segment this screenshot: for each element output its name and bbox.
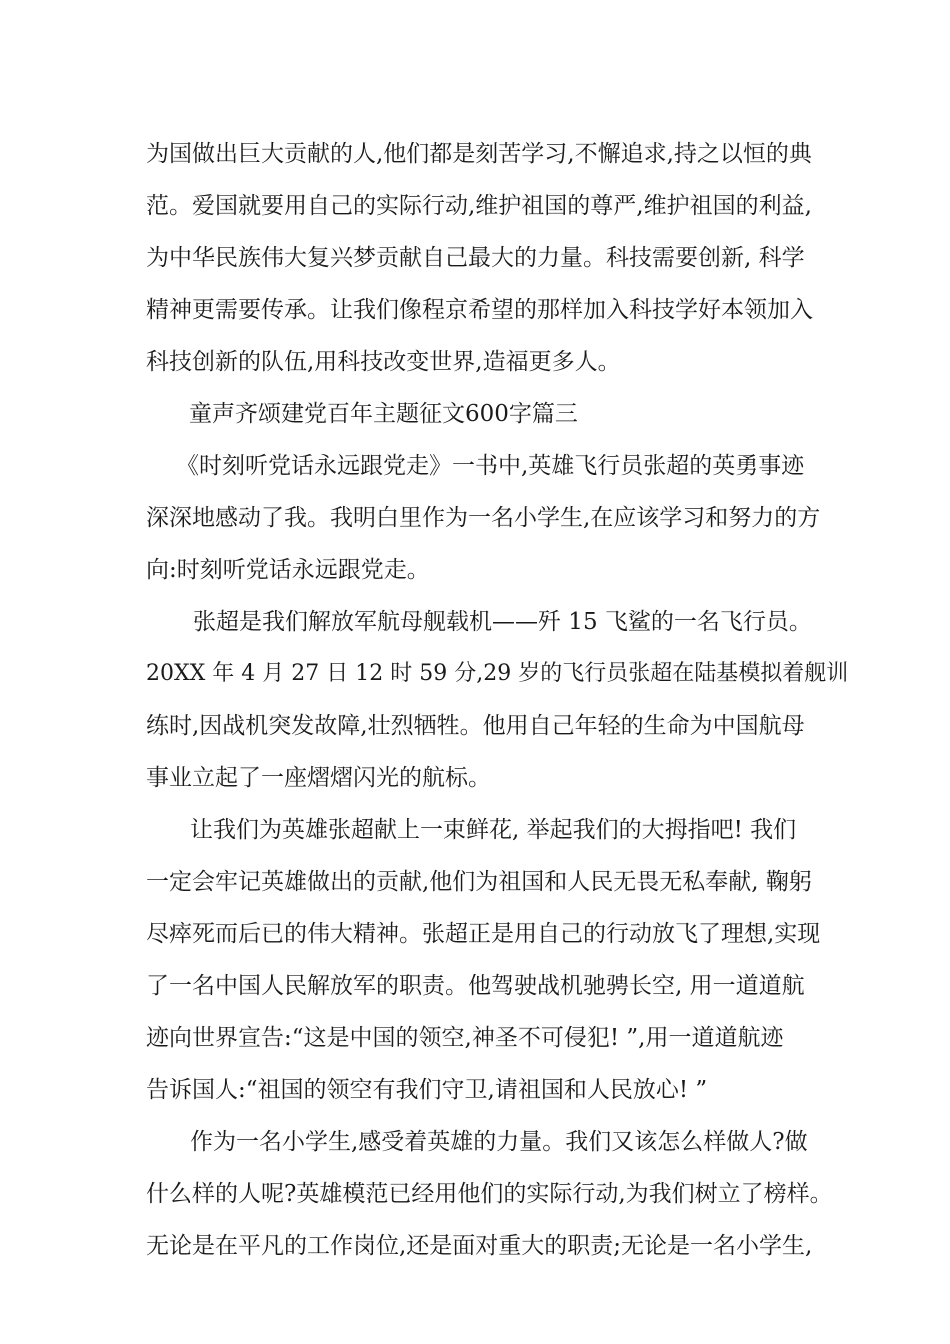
text-line-17: 了一名中国人民解放军的职责。他驾驶战机驰骋长空, 用一道道航 — [146, 973, 805, 999]
text-line-3: 为中华民族伟大复兴梦贡献自己最大的力量。科技需要创新, 科学 — [146, 245, 805, 271]
text-line-19: 告诉国人:“祖国的领空有我们守卫,请祖国和人民放心! ” — [146, 1077, 708, 1103]
text-line-22: 无论是在平凡的工作岗位,还是面对重大的职责;无论是一名小学生, — [146, 1233, 813, 1259]
text-line-5: 科技创新的队伍,用科技改变世界,造福更多人。 — [146, 349, 621, 375]
text-line-11: 20XX 年 4 月 27 日 12 时 59 分,29 岁的飞行员张超在陆基模拟着舰训 — [146, 661, 849, 686]
text-line-16: 尽瘁死而后已的伟大精神。张超正是用自己的行动放飞了理想,实现 — [146, 921, 821, 947]
text-line-9: 向:时刻听党话永远跟党走。 — [146, 557, 430, 583]
text-line-4: 精神更需要传承。让我们像程京希望的那样加入科技学好本领加入 — [146, 297, 813, 323]
text-line-10: 张超是我们解放军航母舰载机——歼 15 飞鲨的一名飞行员。 — [193, 609, 812, 635]
text-line-20: 作为一名小学生,感受着英雄的力量。我们又该怎么样做人?做 — [190, 1129, 808, 1155]
text-line-13: 事业立起了一座熠熠闪光的航标。 — [146, 765, 491, 791]
text-line-14: 让我们为英雄张超献上一束鲜花, 举起我们的大拇指吧! 我们 — [190, 817, 797, 843]
section-heading: 童声齐颂建党百年主题征文600字篇三 — [189, 401, 578, 427]
text-line-7: 《时刻听党话永远跟党走》一书中,英雄飞行员张超的英勇事迹 — [176, 453, 805, 479]
text-line-15: 一定会牢记英雄做出的贡献,他们为祖国和人民无畏无私奉献, 鞠躬 — [146, 869, 812, 895]
text-line-8: 深深地感动了我。我明白里作为一名小学生,在应该学习和努力的方 — [146, 505, 821, 531]
text-line-18: 迹向世界宣告:“这是中国的领空,神圣不可侵犯! ”,用一道道航迹 — [146, 1025, 784, 1051]
text-line-2: 范。爱国就要用自己的实际行动,维护祖国的尊严,维护祖国的利益, — [146, 193, 812, 219]
text-line-12: 练时,因战机突发故障,壮烈牺牲。他用自己年轻的生命为中国航母 — [146, 713, 805, 739]
text-line-21: 什么样的人呢?英雄模范已经用他们的实际行动,为我们树立了榜样。 — [146, 1181, 833, 1207]
text-line-1: 为国做出巨大贡献的人,他们都是刻苦学习,不懈追求,持之以恒的典 — [146, 141, 812, 167]
